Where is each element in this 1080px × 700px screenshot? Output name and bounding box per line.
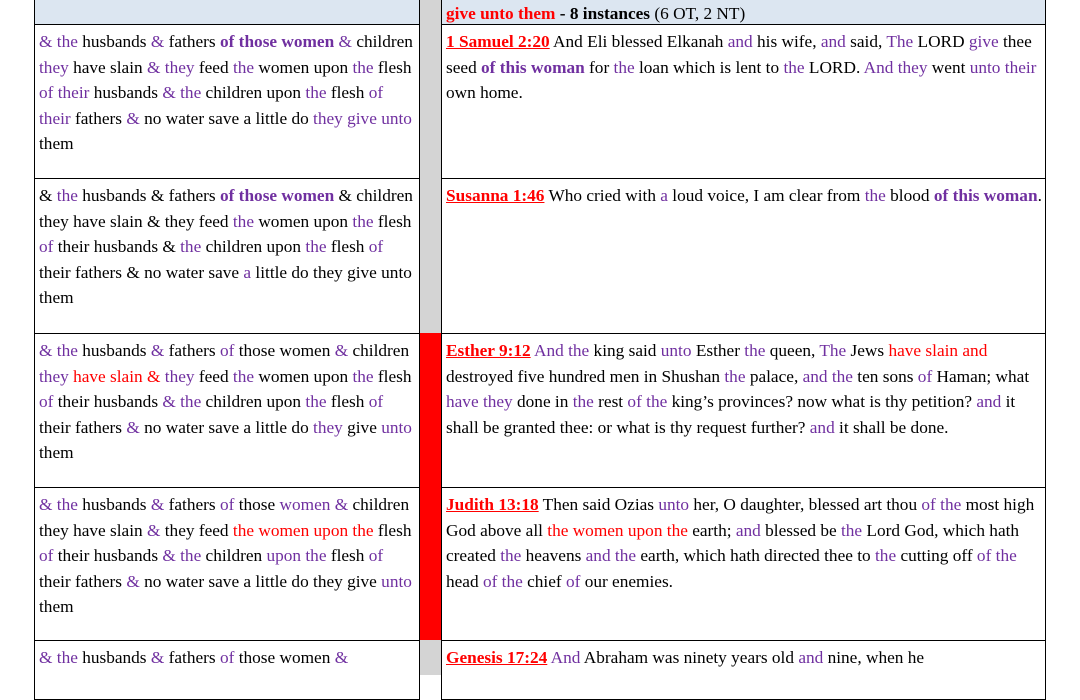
phrase-text-run: a — [243, 262, 252, 282]
verse-text-run: rest — [593, 392, 628, 411]
right-header-cell — [441, 0, 1046, 25]
verse-text-run: her, O daughter, blessed art thou — [689, 495, 922, 514]
phrase-text-run: husbands — [77, 648, 151, 667]
phrase-text-run: their husbands — [53, 392, 163, 411]
verse-text-run: have they — [446, 392, 513, 411]
phrase-text-run: husbands & fathers — [77, 186, 220, 205]
verse-text-run: unto their — [969, 57, 1037, 77]
phrase-text-run: & — [126, 571, 140, 591]
phrase-text-run: the — [180, 237, 202, 256]
phrase-text-run: fathers — [164, 648, 220, 667]
verse-text-run: chief — [522, 571, 566, 591]
phrase-text-run: flesh — [326, 392, 369, 411]
phrase-text-run: fathers — [164, 341, 220, 360]
verse-text-run: king’s provinces? — [667, 392, 793, 411]
verse-text-run: the — [744, 341, 766, 360]
verse-text-run: and — [798, 648, 824, 667]
phrase-text-run: the — [56, 186, 78, 205]
phrase-text-run: of those women — [219, 32, 335, 51]
right-cell-1 — [441, 24, 1046, 179]
phrase-text-run: women upon — [254, 211, 353, 231]
verse-reference-link[interactable]: Susanna 1:46 — [446, 186, 545, 205]
phrase-text-run: their fathers — [39, 571, 127, 591]
phrase-text-run: the — [352, 57, 374, 77]
phrase-text-run: of those women — [219, 186, 335, 205]
phrase-text-run: of — [39, 392, 54, 411]
phrase-text-run: children — [201, 546, 267, 565]
verse-text-run: and — [809, 417, 835, 437]
phrase-text-run: flesh — [326, 546, 369, 565]
phrase-text-run: women upon — [254, 57, 353, 77]
verse-text-run: done in — [512, 392, 573, 411]
verse-text-run: And the — [534, 341, 590, 360]
verse-text-run: queen, — [765, 341, 820, 360]
phrase-text-run: the — [305, 392, 327, 411]
verse-text-run: of the — [976, 546, 1017, 565]
phrase-text-run: & the — [39, 32, 78, 51]
verse-text-run: nine, when he — [823, 648, 925, 667]
verse-text-run: . — [1037, 186, 1042, 205]
phrase-text-run: & — [126, 417, 140, 437]
phrase-text-run: & — [126, 108, 140, 128]
verse-text-run: earth, which hath — [636, 546, 760, 565]
verse-text-run: the — [613, 57, 635, 77]
verse-text-run: cutting off — [896, 546, 977, 565]
phrase-text-run: women upon the — [258, 520, 374, 540]
phrase-text-run: & the — [39, 648, 78, 667]
phrase-text-run: & — [150, 648, 165, 667]
phrase-text-run: children — [348, 341, 410, 360]
phrase-text-run: of — [219, 495, 235, 514]
verse-text-run: king said — [589, 341, 661, 360]
verse-text-run: Then said Ozias — [538, 495, 659, 514]
phrase-text-run: children upon — [201, 83, 306, 102]
phrase-text-run: no — [139, 108, 162, 128]
phrase-text-run: husbands — [89, 83, 163, 102]
verse-text-run: give — [968, 32, 999, 51]
phrase-text-run: their husbands — [53, 546, 163, 565]
verse-text-run: Jews — [846, 341, 889, 360]
verse-text-run: of — [917, 366, 933, 386]
verse-text-run: for — [584, 57, 614, 77]
left-cell-5 — [34, 640, 420, 700]
phrase-text-run: those women — [234, 341, 335, 360]
phrase-text-run: the — [352, 211, 374, 231]
phrase-text-run: their fathers — [39, 417, 127, 437]
verse-reference-link[interactable]: 1 Samuel 2:20 — [446, 32, 550, 51]
verse-text-run: said, — [845, 32, 887, 51]
header-search-phrase: give unto them — [446, 4, 556, 23]
phrase-text-run: water save a little do they give — [161, 571, 382, 591]
verse-text-run: unto — [658, 495, 690, 514]
header-instance-count: - 8 instances — [555, 4, 651, 23]
phrase-text-run: women upon — [254, 366, 353, 386]
verse-text-run: directed thee to — [759, 546, 875, 565]
phrase-text-run: of — [368, 546, 384, 565]
verse-reference-link[interactable]: Genesis 17:24 — [446, 648, 548, 667]
phrase-text-run: husbands — [77, 341, 151, 360]
verse-text-run: loan which is lent to — [634, 57, 784, 77]
verse-text-run: the — [500, 546, 522, 565]
phrase-text-run: they feed — [160, 520, 233, 540]
verse-text-run: the — [875, 546, 897, 565]
verse-text-run: the — [840, 520, 863, 540]
verse-text-run: Haman; what — [932, 366, 1030, 386]
phrase-text-run: & the — [39, 341, 78, 360]
phrase-text-run: & — [334, 186, 352, 205]
phrase-text-run: their husbands & — [53, 237, 181, 256]
verse-text-run: and the — [585, 546, 637, 565]
verse-text-run: of — [921, 495, 936, 514]
phrase-text-run: the — [232, 366, 255, 386]
verse-text-run: of this woman — [481, 57, 585, 77]
verse-text-run: The — [886, 32, 914, 51]
phrase-text-run: water save a little do — [161, 417, 314, 437]
verse-text-run: the — [724, 366, 746, 386]
phrase-text-run: & — [147, 57, 161, 77]
verse-text-run: The — [819, 341, 847, 360]
phrase-text-run: & — [334, 341, 349, 360]
phrase-text-run: them — [39, 134, 74, 153]
phrase-text-run: of — [219, 341, 235, 360]
verse-text-run: the — [572, 392, 594, 411]
verse-text-run: earth; — [687, 520, 736, 540]
highlight-bar — [420, 333, 441, 640]
phrase-text-run: & — [334, 648, 349, 667]
phrase-text-run: the — [232, 57, 255, 77]
left-cell-3 — [34, 333, 420, 488]
verse-text-run: his wife, — [752, 32, 821, 51]
verse-text-run: and — [727, 32, 753, 51]
verse-reference-link[interactable]: Esther 9:12 — [446, 341, 531, 360]
phrase-text-run: little do they give unto them — [39, 262, 412, 307]
phrase-text-run: & the — [162, 83, 202, 102]
phrase-text-run: & the — [39, 495, 78, 514]
verse-text-run: and the — [802, 366, 853, 386]
left-cell-4 — [34, 487, 420, 641]
phrase-text-run: of their — [39, 83, 384, 128]
verse-text-run: our enemies. — [580, 571, 673, 591]
phrase-text-run: their fathers & no — [39, 262, 162, 282]
phrase-text-run: flesh — [373, 57, 412, 77]
phrase-text-run: feed — [194, 366, 233, 386]
header-instance-note: (6 OT, 2 NT) — [650, 4, 746, 23]
phrase-text-run: they — [39, 366, 69, 386]
phrase-text-run: children — [352, 32, 413, 51]
phrase-text-run: husbands — [77, 495, 151, 514]
phrase-text-run: they — [313, 417, 343, 437]
phrase-text-run: children they have slain — [39, 495, 410, 540]
verse-text-run: and — [735, 520, 761, 540]
verse-text-run: the — [864, 186, 886, 205]
right-cell-4 — [441, 487, 1046, 641]
phrase-text-run: them — [39, 443, 74, 462]
phrase-text-run: no — [139, 571, 162, 591]
verse-text-run: Esther — [691, 341, 745, 360]
verse-text-run: of the — [482, 571, 523, 591]
phrase-text-run: & — [334, 495, 349, 514]
verse-text-run: it shall be granted thee: or what is thy — [446, 392, 1016, 437]
verse-text-run: went — [927, 57, 970, 77]
verse-text-run: palace, — [745, 366, 803, 386]
phrase-text-run: the — [352, 366, 374, 386]
verse-text-run: and — [820, 32, 846, 51]
verse-text-run: Who cried with — [544, 186, 661, 205]
verse-text-run: of — [933, 186, 949, 205]
phrase-text-run: of — [39, 237, 54, 256]
verse-reference-link[interactable]: Judith 13:18 — [446, 495, 539, 514]
phrase-text-run: children upon — [201, 392, 306, 411]
right-cell-3 — [441, 333, 1046, 488]
phrase-text-run: no — [139, 417, 162, 437]
verse-text-run: And Eli blessed Elkanah — [549, 32, 728, 51]
phrase-text-run: the — [305, 83, 327, 102]
verse-text-run: sons — [878, 366, 918, 386]
verse-text-run: now what is thy petition? — [793, 392, 977, 411]
verse-text-run: thee seed — [446, 32, 1032, 77]
verse-text-run: of the — [627, 392, 668, 411]
phrase-text-run: of — [39, 546, 54, 565]
left-cell-1 — [34, 24, 420, 179]
phrase-text-run: they give unto — [313, 108, 412, 128]
phrase-text-run: those — [234, 495, 280, 514]
phrase-text-run: & the — [162, 546, 202, 565]
phrase-text-run: unto — [381, 417, 412, 437]
phrase-text-run: they — [164, 366, 195, 386]
phrase-text-run: give — [342, 417, 382, 437]
phrase-text-run: fathers — [70, 108, 127, 128]
verse-text-run: and — [976, 392, 1002, 411]
phrase-text-run: fathers — [164, 32, 220, 51]
verse-text-run: the women upon the — [547, 520, 688, 540]
phrase-text-run: the — [232, 520, 255, 540]
verse-text-run: a — [660, 186, 668, 205]
verse-text-run: this woman — [952, 186, 1038, 205]
phrase-text-run: feed — [194, 57, 233, 77]
verse-text-run: own home. — [446, 83, 523, 102]
verse-text-run: blood — [885, 186, 934, 205]
phrase-text-run: flesh — [373, 520, 412, 540]
verse-text-run: ten — [852, 366, 879, 386]
right-cell-2 — [441, 178, 1046, 334]
phrase-text-run: & — [150, 341, 165, 360]
verse-text-run: loud voice, I am clear from — [667, 186, 865, 205]
phrase-text-run: water save — [161, 262, 244, 282]
verse-text-run: heavens — [521, 546, 586, 565]
phrase-text-run: water save a little do — [161, 108, 314, 128]
verse-text-run: unto — [660, 341, 692, 360]
phrase-text-run: of — [368, 237, 384, 256]
verse-text-run: slain and — [925, 341, 988, 360]
left-cell-2 — [34, 178, 420, 334]
phrase-text-run: children upon — [201, 237, 306, 256]
phrase-text-run: those women — [234, 648, 335, 667]
phrase-text-run: children they have slain & they feed — [39, 186, 413, 231]
verse-text-run: the — [940, 495, 962, 514]
verse-text-run: have — [888, 341, 922, 360]
phrase-text-run: fathers — [164, 495, 220, 514]
phrase-text-run: of — [219, 648, 235, 667]
verse-text-run: request further? — [692, 417, 810, 437]
phrase-text-run: they — [164, 57, 195, 77]
phrase-text-run: flesh — [326, 83, 369, 102]
phrase-text-run: them — [39, 597, 74, 616]
phrase-text-run: & — [146, 520, 161, 540]
left-header-cell — [34, 0, 420, 25]
verse-text-run: destroyed five hundred men in Shushan — [446, 366, 725, 386]
verse-text-run: And — [550, 648, 581, 667]
verse-text-run: the — [783, 57, 805, 77]
phrase-text-run: of their — [39, 83, 90, 102]
phrase-text-run: & — [150, 32, 165, 51]
verse-text-run: of — [565, 571, 581, 591]
phrase-text-run: & — [150, 495, 165, 514]
phrase-text-run: flesh — [373, 366, 412, 386]
phrase-text-run: & — [338, 32, 352, 51]
verse-text-run: Lord God, which hath created — [446, 520, 1020, 565]
phrase-text-run: of — [368, 392, 384, 411]
right-cell-5 — [441, 640, 1046, 700]
verse-text-run: most high God above all — [446, 495, 1035, 540]
verse-text-run: it shall be done. — [834, 417, 949, 437]
phrase-text-run: flesh — [326, 237, 369, 256]
phrase-text-run: the — [305, 237, 327, 256]
verse-text-run: LORD — [913, 32, 969, 51]
verse-text-run: Abraham was ninety years old — [580, 648, 799, 667]
phrase-text-run: & the — [162, 392, 202, 411]
phrase-text-run: the — [232, 211, 254, 231]
verse-text-run: LORD. — [804, 57, 864, 77]
verse-text-run: And they — [863, 57, 928, 77]
phrase-text-run: have slain — [68, 57, 147, 77]
phrase-text-run: & — [39, 186, 57, 205]
phrase-text-run: have slain & — [73, 366, 161, 386]
verse-text-run: blessed be — [760, 520, 837, 540]
verse-text-run: head — [446, 571, 483, 591]
phrase-text-run: husbands — [77, 32, 151, 51]
phrase-text-run: unto — [381, 571, 412, 591]
phrase-text-run: they — [39, 57, 69, 77]
phrase-text-run: flesh — [373, 211, 412, 231]
phrase-text-run: upon the — [266, 546, 327, 565]
phrase-text-run: women — [279, 495, 331, 514]
